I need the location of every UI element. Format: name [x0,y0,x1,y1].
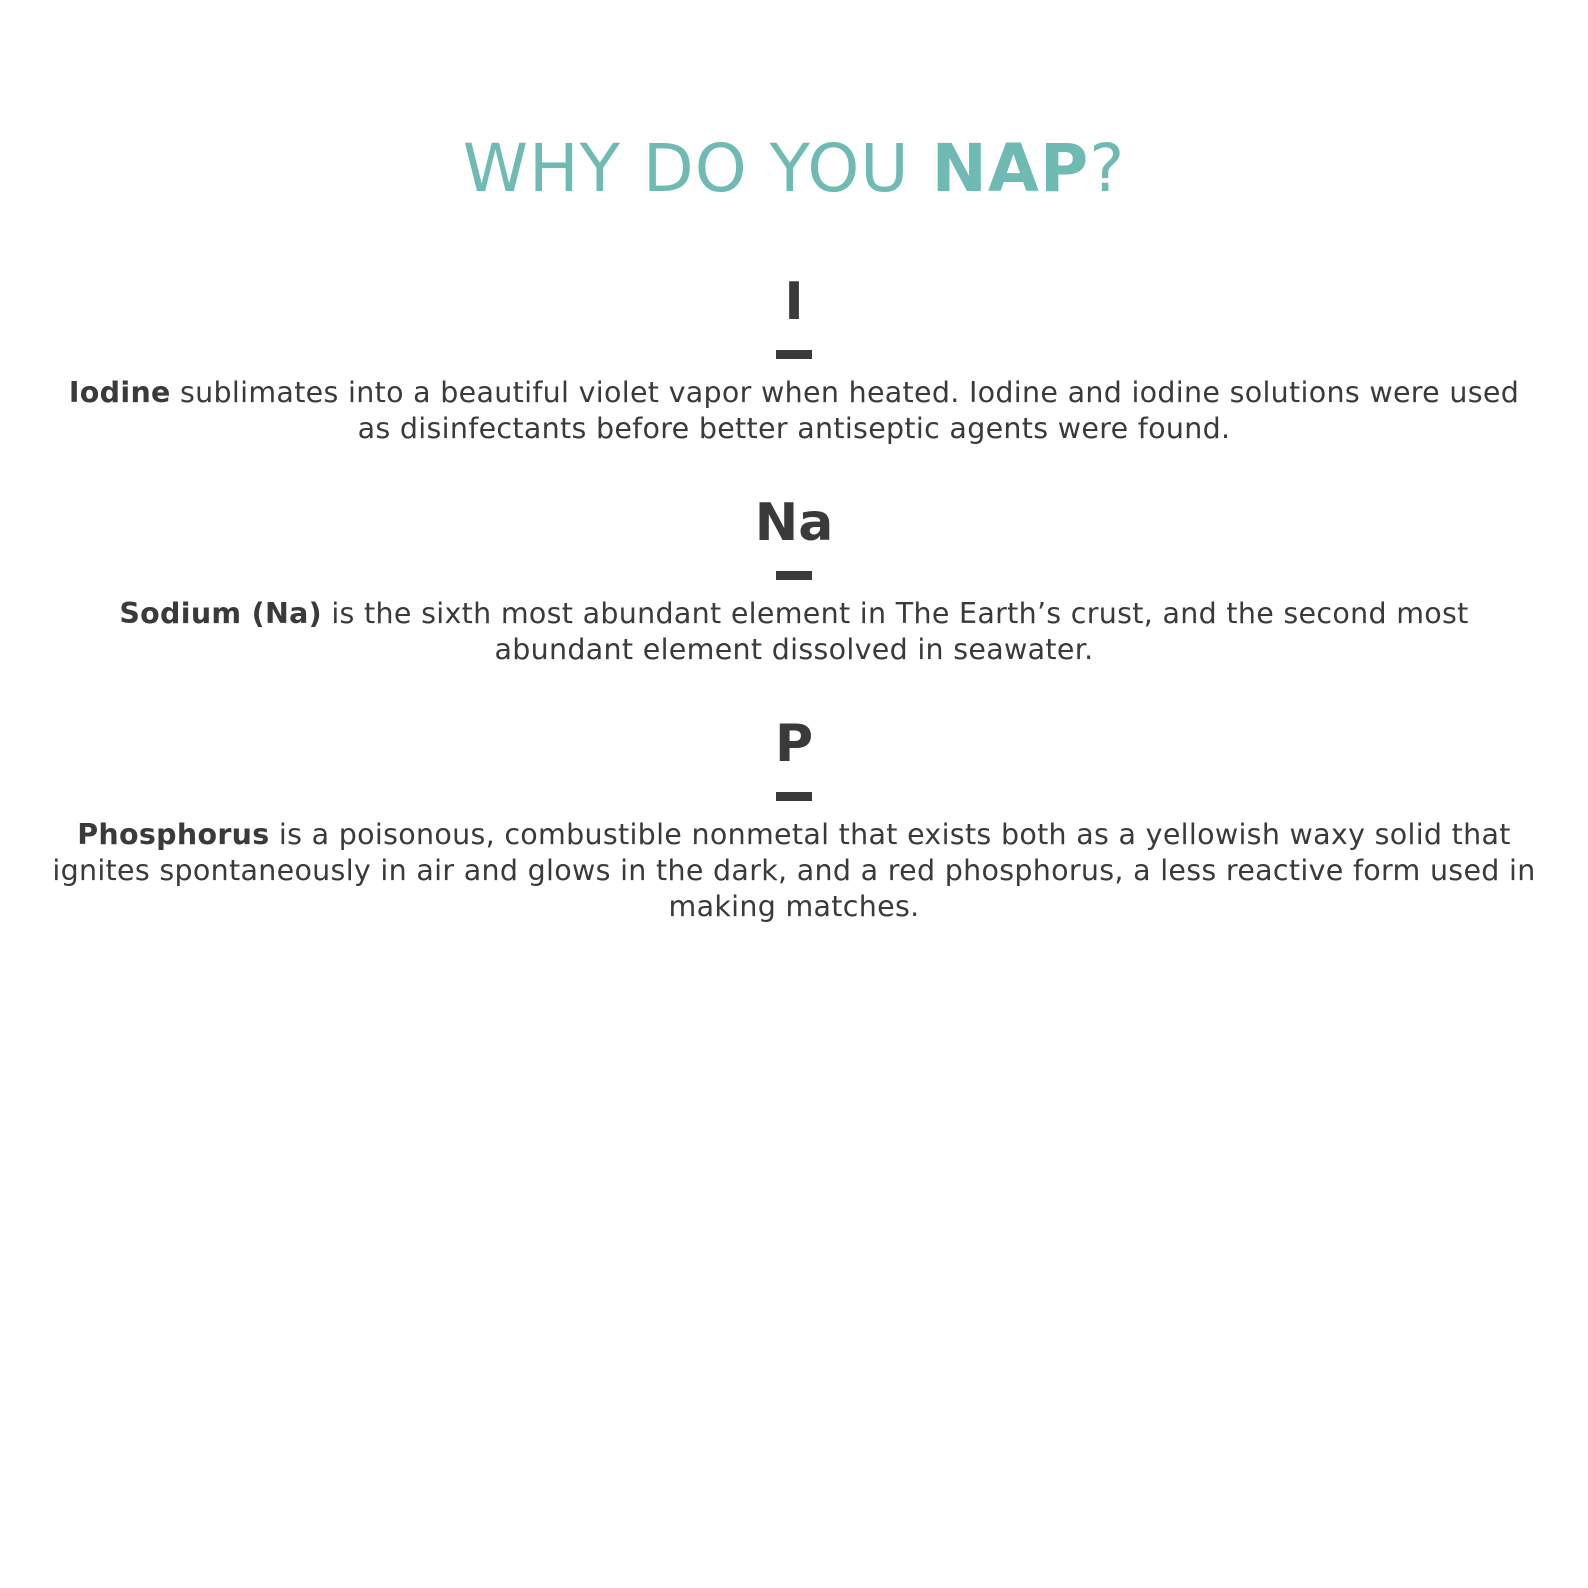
element-text: is a poisonous, combustible nonmetal that exists both as a yellowish waxy solid that ignites spontaneously in air and glows in the dark, and a red phosphorus, a less reactive form used in making matches. [52,818,1536,923]
divider-dash [776,571,812,580]
element-description [54,375,1534,447]
divider-dash [776,350,812,359]
element-section-phosphorus [0,716,1588,925]
element-text: sublimates into a beautiful violet vapor when heated. Iodine and iodine solutions were used as disinfectants before better antiseptic agents were found. [170,376,1520,445]
element-section-sodium [0,495,1588,668]
title-question-mark: ? [1089,130,1126,207]
element-symbol: Na [754,493,834,553]
element-description [64,596,1524,668]
element-symbol: I [784,272,804,332]
element-section-iodine [0,274,1588,447]
page-title [0,124,1588,214]
element-description [29,817,1559,925]
element-text: is the sixth most abundant element in The Earth’s crust, and the second most abundant element dissolved in seawater. [321,597,1469,666]
element-name: Sodium (Na) [119,597,322,630]
element-symbol: P [774,714,814,774]
title-light-text: WHY DO YOU [462,130,932,207]
title-bold-text: NAP [931,130,1090,207]
divider-dash [776,792,812,801]
element-name: Phosphorus [77,818,270,851]
element-name: Iodine [68,376,171,409]
